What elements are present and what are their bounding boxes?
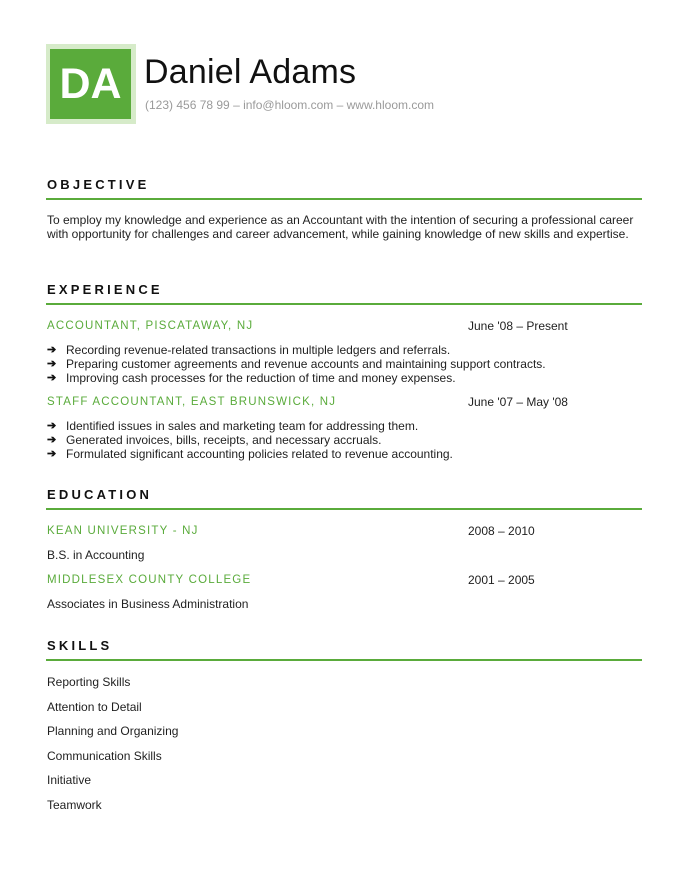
- list-item: [47, 433, 453, 447]
- arrow-right-icon: ➔: [47, 420, 57, 432]
- experience-divider: [46, 303, 642, 305]
- bullet-text: Improving cash processes for the reduction of time and money expenses.: [66, 371, 456, 385]
- objective-text: To employ my knowledge and experience as an Accountant with the intention of securing a professional career with opportunity for challenges and career advancement, while gaining knowledge of new skills and expertise.: [47, 213, 634, 241]
- job-bullets: [47, 343, 546, 385]
- education-divider: [46, 508, 642, 510]
- education-heading: EDUCATION: [47, 487, 153, 502]
- contact-info: (123) 456 78 99 – info@hloom.com – www.hloom.com: [145, 98, 434, 112]
- job-title: ACCOUNTANT, PISCATAWAY, NJ: [47, 320, 254, 332]
- school-date: 2008 – 2010: [468, 524, 535, 538]
- objective-heading: OBJECTIVE: [47, 177, 150, 192]
- skill-item: Planning and Organizing: [47, 724, 179, 738]
- bullet-text: Formulated significant accounting policies related to revenue accounting.: [66, 447, 453, 461]
- bullet-text: Preparing customer agreements and revenue accounts and maintaining support contracts.: [66, 357, 546, 371]
- candidate-name: Daniel Adams: [144, 53, 357, 91]
- list-item: [47, 371, 546, 385]
- arrow-right-icon: ➔: [47, 448, 57, 460]
- skill-item: Teamwork: [47, 797, 102, 812]
- arrow-right-icon: ➔: [47, 344, 57, 356]
- list-item: [47, 447, 453, 461]
- arrow-right-icon: ➔: [47, 358, 57, 370]
- job-bullets: [47, 419, 453, 461]
- skill-item: Communication Skills: [47, 748, 162, 763]
- school-date: 2001 – 2005: [468, 573, 535, 587]
- job-date: June '07 – May '08: [468, 395, 568, 409]
- bullet-text: Identified issues in sales and marketing team for addressing them.: [66, 419, 419, 433]
- skill-item: Initiative: [47, 773, 92, 787]
- skill-item: Attention to Detail: [47, 699, 142, 714]
- arrow-right-icon: ➔: [47, 372, 57, 384]
- job-title: STAFF ACCOUNTANT, EAST BRUNSWICK, NJ: [47, 396, 337, 408]
- job-date: June '08 – Present: [468, 319, 568, 333]
- skill-item: Reporting Skills: [47, 675, 131, 689]
- school-name: KEAN UNIVERSITY - NJ: [47, 525, 199, 537]
- school-name: MIDDLESEX COUNTY COLLEGE: [47, 574, 252, 586]
- skills-list: [47, 674, 178, 821]
- list-item: [47, 343, 546, 357]
- arrow-right-icon: ➔: [47, 434, 57, 446]
- experience-heading: EXPERIENCE: [47, 282, 163, 297]
- bullet-text: Recording revenue-related transactions in multiple ledgers and referrals.: [66, 343, 451, 357]
- monogram-logo: [50, 49, 131, 119]
- list-item: [47, 357, 546, 371]
- monogram-initials: DA: [59, 59, 122, 108]
- school-degree: B.S. in Accounting: [47, 548, 145, 562]
- skills-heading: SKILLS: [47, 638, 113, 653]
- objective-divider: [46, 198, 642, 200]
- bullet-text: Generated invoices, bills, receipts, and necessary accruals.: [66, 433, 382, 447]
- skills-divider: [46, 659, 642, 661]
- school-degree: Associates in Business Administration: [47, 597, 249, 611]
- list-item: [47, 419, 453, 433]
